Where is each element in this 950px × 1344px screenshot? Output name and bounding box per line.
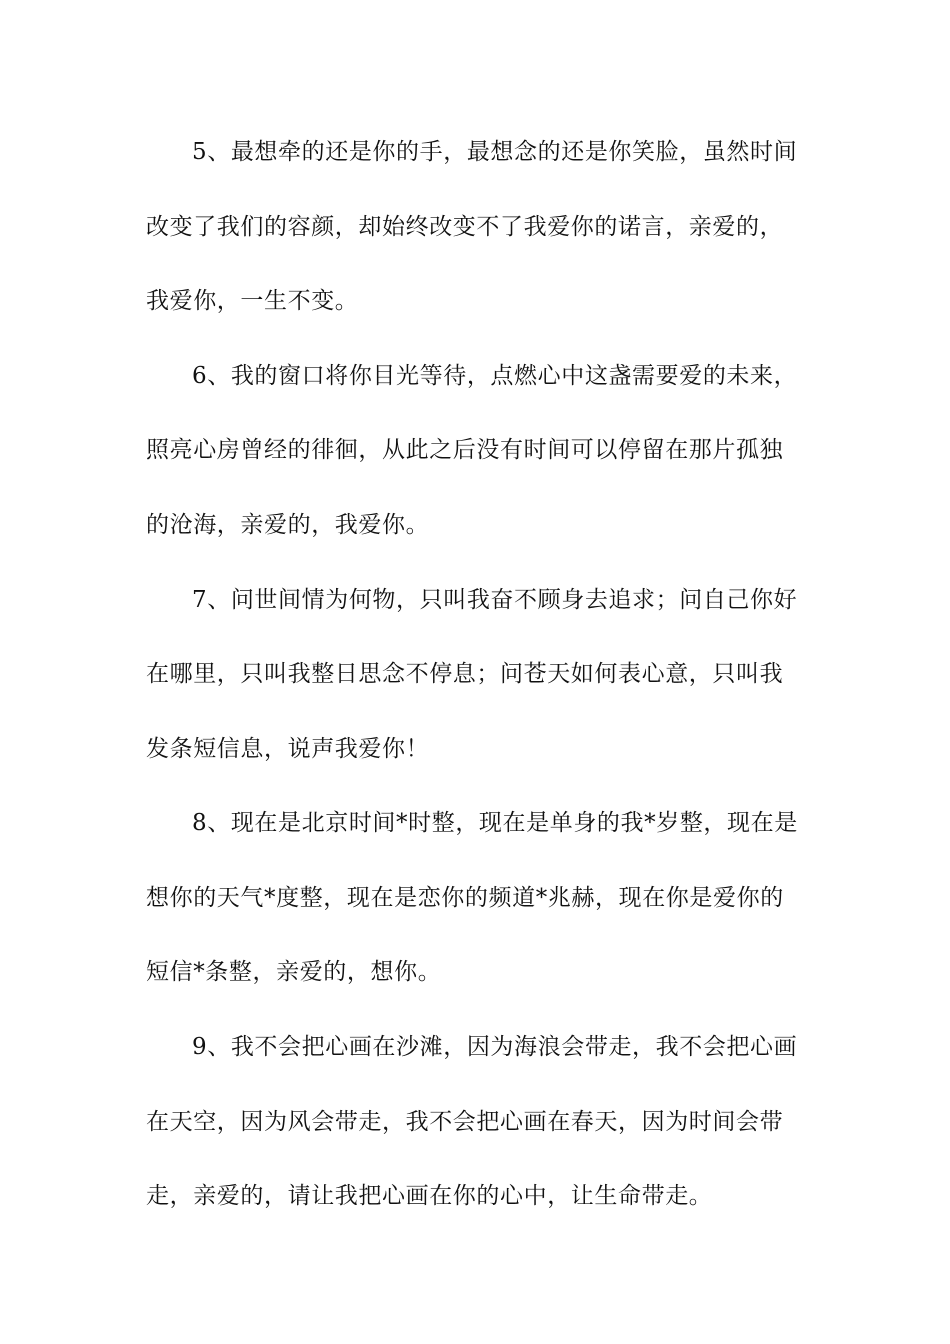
paragraph-9-line-2: 在天空，因为风会带走，我不会把心画在春天，因为时间会带 <box>146 1109 784 1135</box>
paragraph-6-line-1: 6、我的窗口将你目光等待，点燃心中这盏需要爱的未来， <box>192 363 798 389</box>
paragraph-7-line-3: 发条短信息，说声我爱你！ <box>146 736 430 762</box>
paragraph-7-line-2: 在哪里，只叫我整日思念不停息；问苍天如何表心意，只叫我 <box>146 661 784 687</box>
paragraph-7-line-1: 7、问世间情为何物，只叫我奋不顾身去追求；问自己你好 <box>192 587 798 613</box>
paragraph-5-line-3: 我爱你，一生不变。 <box>146 288 359 314</box>
paragraph-6-line-2: 照亮心房曾经的徘徊，从此之后没有时间可以停留在那片孤独 <box>146 437 784 463</box>
paragraph-8-line-3: 短信*条整，亲爱的，想你。 <box>146 959 442 985</box>
paragraph-8-line-1: 8、现在是北京时间*时整，现在是单身的我*岁整，现在是 <box>192 810 798 836</box>
paragraph-8-line-2: 想你的天气*度整，现在是恋你的频道*兆赫，现在你是爱你的 <box>146 885 784 911</box>
paragraph-5-line-2: 改变了我们的容颜，却始终改变不了我爱你的诺言，亲爱的， <box>146 214 784 240</box>
paragraph-6-line-3: 的沧海，亲爱的，我爱你。 <box>146 512 430 538</box>
paragraph-5-line-1: 5、最想牵的还是你的手，最想念的还是你笑脸，虽然时间 <box>192 139 798 165</box>
paragraph-9-line-1: 9、我不会把心画在沙滩，因为海浪会带走，我不会把心画 <box>192 1034 798 1060</box>
paragraph-9-line-3: 走，亲爱的，请让我把心画在你的心中，让生命带走。 <box>146 1183 713 1209</box>
